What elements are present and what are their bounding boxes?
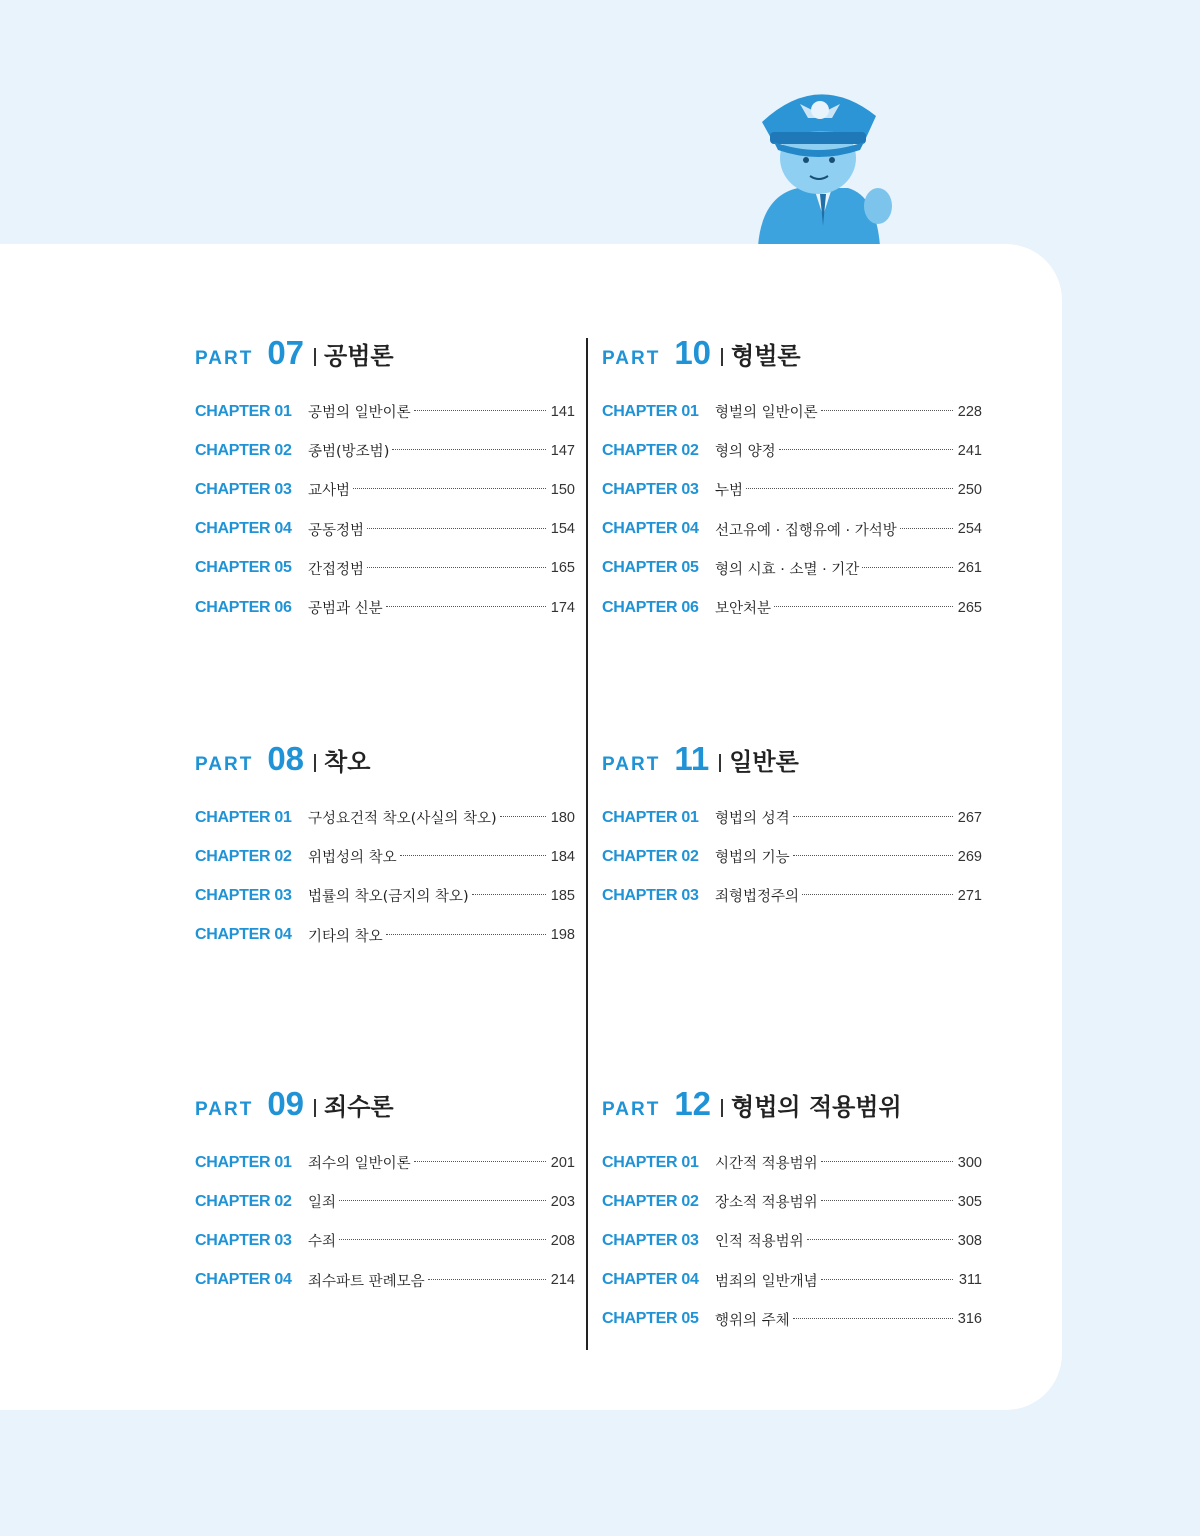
dot-leader [793, 816, 953, 817]
part-separator [721, 348, 723, 366]
chapter-entry[interactable] [195, 798, 575, 837]
part-heading [195, 334, 575, 374]
chapter-label: CHAPTER 03 [195, 480, 292, 498]
part-number: 09 [267, 1085, 305, 1122]
chapter-entry[interactable] [195, 549, 575, 588]
page-number: 147 [550, 442, 575, 459]
dot-leader [821, 410, 953, 411]
page-number: 141 [550, 403, 575, 420]
dot-leader [386, 934, 546, 935]
chapter-label: CHAPTER 01 [602, 1153, 699, 1171]
chapter-title: 장소적 적용범위 [715, 1195, 818, 1212]
chapter-label: CHAPTER 03 [602, 480, 699, 498]
chapter-label: CHAPTER 01 [195, 1153, 292, 1171]
part-label: PART [602, 1099, 661, 1120]
chapter-label: CHAPTER 06 [195, 598, 292, 616]
dot-leader [414, 410, 546, 411]
part-section [602, 1085, 982, 1339]
dot-leader [802, 894, 953, 895]
chapter-title: 구성요건적 착오(사실의 착오) [308, 811, 497, 828]
part-label: PART [195, 348, 254, 369]
chapter-entry[interactable] [602, 470, 982, 509]
dot-leader [367, 528, 546, 529]
chapter-label: CHAPTER 05 [602, 559, 699, 577]
page-number: 214 [550, 1272, 575, 1289]
chapter-title: 선고유예 · 집행유예 · 가석방 [715, 522, 897, 539]
chapter-label: CHAPTER 04 [195, 1271, 292, 1289]
chapter-title: 형의 양정 [715, 444, 776, 461]
chapter-entry[interactable] [195, 510, 575, 549]
page-number: 208 [550, 1232, 575, 1249]
part-label: PART [195, 754, 254, 775]
chapter-entry[interactable] [602, 549, 982, 588]
page-number: 254 [957, 521, 982, 538]
chapter-entry[interactable] [602, 1261, 982, 1300]
chapter-label: CHAPTER 01 [602, 808, 699, 826]
chapter-label: CHAPTER 04 [602, 520, 699, 538]
chapter-title: 공범의 일반이론 [308, 405, 411, 422]
chapter-label: CHAPTER 04 [195, 520, 292, 538]
chapter-label: CHAPTER 03 [602, 886, 699, 904]
part-heading [602, 1085, 982, 1125]
dot-leader [428, 1279, 546, 1280]
page-number: 267 [957, 809, 982, 826]
page-number: 269 [957, 848, 982, 865]
dot-leader [353, 488, 546, 489]
chapter-entry[interactable] [602, 876, 982, 915]
dot-leader [807, 1239, 953, 1240]
chapter-title: 시간적 적용범위 [715, 1156, 818, 1173]
part-separator [314, 1099, 316, 1117]
chapter-label: CHAPTER 02 [602, 1192, 699, 1210]
chapter-entry[interactable] [602, 1143, 982, 1182]
part-title: 죄수론 [324, 1093, 394, 1121]
dot-leader [367, 567, 546, 568]
page-number: 311 [958, 1272, 982, 1289]
dot-leader [821, 1161, 953, 1162]
page-number: 308 [957, 1232, 982, 1249]
part-section [602, 334, 982, 627]
chapter-entry[interactable] [602, 392, 982, 431]
part-number: 07 [267, 334, 305, 371]
chapter-title: 형벌의 일반이론 [715, 405, 818, 422]
part-number: 10 [674, 334, 712, 371]
chapter-label: CHAPTER 03 [602, 1231, 699, 1249]
part-label: PART [602, 348, 661, 369]
chapter-label: CHAPTER 02 [195, 1192, 292, 1210]
column-divider [586, 338, 588, 1350]
part-number: 08 [267, 740, 305, 777]
page-number: 150 [550, 481, 575, 498]
part-separator [719, 754, 721, 772]
page-number: 198 [550, 927, 575, 944]
part-section [195, 1085, 575, 1300]
part-title: 착오 [324, 748, 371, 776]
chapter-entry[interactable] [195, 588, 575, 627]
dot-leader [779, 449, 953, 450]
part-number: 11 [674, 740, 710, 777]
page-number: 300 [957, 1154, 982, 1171]
dot-leader [793, 1318, 953, 1319]
chapter-entry[interactable] [195, 1182, 575, 1221]
part-heading [195, 1085, 575, 1125]
dot-leader [862, 567, 953, 568]
page-number: 265 [957, 599, 982, 616]
page-number: 174 [550, 599, 575, 616]
chapter-entry[interactable] [195, 916, 575, 955]
chapter-label: CHAPTER 01 [195, 808, 292, 826]
chapter-label: CHAPTER 05 [195, 559, 292, 577]
dot-leader [821, 1200, 953, 1201]
part-title: 형법의 적용범위 [731, 1093, 902, 1121]
chapter-entry[interactable] [602, 588, 982, 627]
chapter-label: CHAPTER 04 [602, 1271, 699, 1289]
chapter-title: 간접정범 [308, 561, 365, 578]
chapter-label: CHAPTER 02 [195, 441, 292, 459]
page-number: 203 [550, 1193, 575, 1210]
page-number: 184 [550, 848, 575, 865]
page-number: 316 [957, 1311, 982, 1328]
chapter-title: 형법의 성격 [715, 811, 790, 828]
chapter-entry[interactable] [602, 837, 982, 876]
chapter-entry[interactable] [195, 1143, 575, 1182]
part-heading [602, 740, 982, 780]
page-number: 154 [550, 521, 575, 538]
chapter-label: CHAPTER 06 [602, 598, 699, 616]
part-section [195, 740, 575, 955]
chapter-entry[interactable] [195, 392, 575, 431]
chapter-label: CHAPTER 01 [602, 402, 699, 420]
chapter-entry[interactable] [195, 1261, 575, 1300]
chapter-title: 형의 시효 · 소멸 · 기간 [715, 561, 860, 578]
part-section [195, 334, 575, 627]
chapter-entry[interactable] [602, 510, 982, 549]
part-title: 공범론 [324, 342, 394, 370]
part-separator [314, 348, 316, 366]
page-number: 305 [957, 1193, 982, 1210]
chapter-entry[interactable] [602, 1221, 982, 1260]
police-officer-mascot-icon [748, 76, 898, 246]
chapter-label: CHAPTER 02 [602, 847, 699, 865]
chapter-title: 죄수의 일반이론 [308, 1156, 411, 1173]
chapter-label: CHAPTER 02 [602, 441, 699, 459]
chapter-title: 위법성의 착오 [308, 850, 397, 867]
chapter-title: 공동정범 [308, 522, 365, 539]
page-number: 228 [957, 403, 982, 420]
chapter-label: CHAPTER 05 [602, 1310, 699, 1328]
chapter-entry[interactable] [195, 1221, 575, 1260]
dot-leader [774, 606, 953, 607]
dot-leader [386, 606, 546, 607]
chapter-entry[interactable] [195, 876, 575, 915]
part-number: 12 [674, 1085, 712, 1122]
chapter-title: 교사범 [308, 483, 351, 500]
page-number: 185 [550, 887, 575, 904]
chapter-title: 보안처분 [715, 601, 772, 618]
chapter-label: CHAPTER 01 [195, 402, 292, 420]
part-heading [195, 740, 575, 780]
part-title: 일반론 [729, 748, 799, 776]
page-number: 201 [550, 1154, 575, 1171]
chapter-title: 인적 적용범위 [715, 1234, 804, 1251]
chapter-title: 법률의 착오(금지의 착오) [308, 889, 469, 906]
page-number: 271 [957, 887, 982, 904]
page-number: 241 [957, 442, 982, 459]
dot-leader [472, 894, 546, 895]
chapter-entry[interactable] [602, 798, 982, 837]
chapter-title: 종범(방조범) [308, 444, 390, 461]
page-number: 250 [957, 481, 982, 498]
chapter-title: 누범 [715, 483, 744, 500]
chapter-entry[interactable] [602, 1182, 982, 1221]
chapter-entry[interactable] [602, 431, 982, 470]
part-separator [721, 1099, 723, 1117]
chapter-title: 공범과 신분 [308, 601, 383, 618]
page-number: 165 [550, 560, 575, 577]
chapter-title: 형법의 기능 [715, 850, 790, 867]
chapter-entry[interactable] [195, 470, 575, 509]
part-label: PART [602, 754, 661, 775]
chapter-label: CHAPTER 04 [195, 926, 292, 944]
part-section [602, 740, 982, 916]
dot-leader [414, 1161, 546, 1162]
part-label: PART [195, 1099, 254, 1120]
dot-leader [746, 488, 953, 489]
dot-leader [400, 855, 546, 856]
dot-leader [500, 816, 546, 817]
chapter-title: 죄형법정주의 [715, 889, 800, 906]
dot-leader [821, 1279, 953, 1280]
chapter-title: 죄수파트 판례모음 [308, 1273, 425, 1290]
part-heading [602, 334, 982, 374]
chapter-label: CHAPTER 03 [195, 1231, 292, 1249]
dot-leader [339, 1200, 546, 1201]
chapter-label: CHAPTER 03 [195, 886, 292, 904]
dot-leader [339, 1239, 546, 1240]
chapter-label: CHAPTER 02 [195, 847, 292, 865]
chapter-title: 범죄의 일반개념 [715, 1273, 818, 1290]
dot-leader [900, 528, 953, 529]
page-number: 180 [550, 809, 575, 826]
chapter-entry[interactable] [195, 837, 575, 876]
chapter-title: 행위의 주체 [715, 1312, 790, 1329]
chapter-entry[interactable] [195, 431, 575, 470]
part-separator [314, 754, 316, 772]
dot-leader [793, 855, 953, 856]
chapter-title: 기타의 착오 [308, 928, 383, 945]
part-title: 형벌론 [731, 342, 801, 370]
chapter-entry[interactable] [602, 1300, 982, 1339]
chapter-title: 일죄 [308, 1195, 337, 1212]
page-number: 261 [957, 560, 982, 577]
dot-leader [392, 449, 546, 450]
chapter-title: 수죄 [308, 1234, 337, 1251]
